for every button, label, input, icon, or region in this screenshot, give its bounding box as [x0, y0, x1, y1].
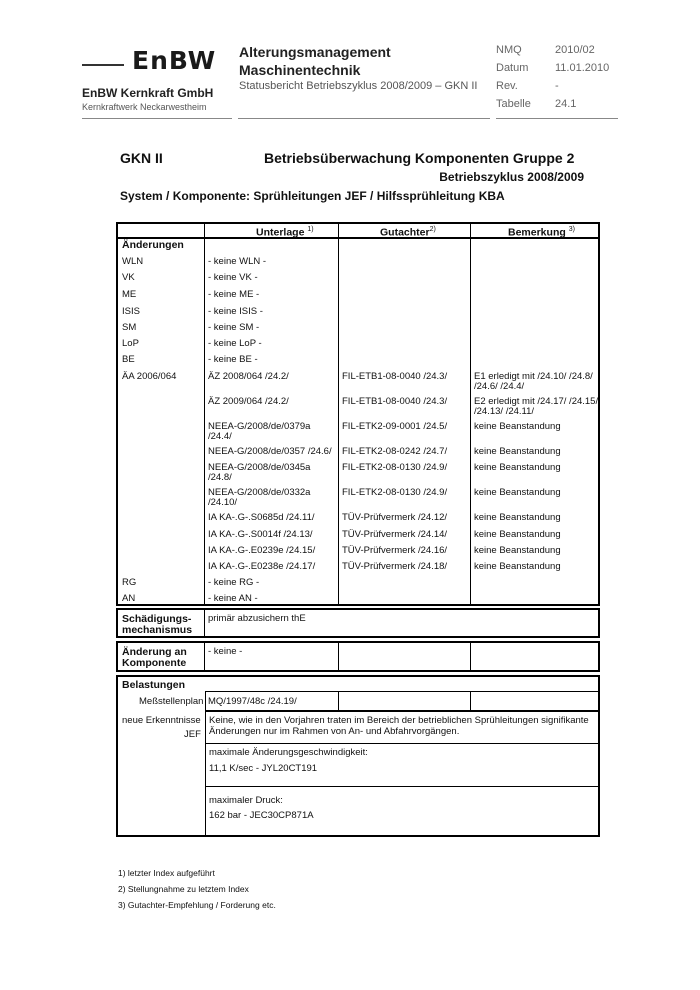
col-header-unterlage: Unterlage $^{1)}$ [256, 226, 314, 239]
meta-value-tabelle: 24.1 [555, 98, 577, 110]
aa-unterlage: NEEA-G/2008/de/0345a [208, 462, 311, 473]
aa-unterlage: IA KA-.G-.S0014f /24.13/ [208, 529, 313, 540]
col-divider-2 [338, 224, 339, 604]
enbw-logo: EnBW [132, 46, 217, 75]
new-findings-text-line1: Keine, wie in den Vorjahren traten im Bereich der betrieblichen Sprühleitungen signifikante [209, 715, 589, 726]
aa-bemerkung: keine Beanstandung [474, 545, 561, 556]
aa-unterlage: NEEA-G/2008/de/0357 /24.6/ [208, 446, 332, 457]
pressure-value: 162 bar - JEC30CP871A [209, 810, 314, 821]
damage-label-line1: Schädigungs- [122, 613, 192, 625]
row-label-aa: ÄA 2006/064 [122, 371, 177, 382]
aa-gutachter: FIL-ETB1-08-0040 /24.3/ [342, 396, 448, 407]
aa-bemerkung-cont: /24.6/ /24.4/ [474, 381, 525, 392]
aa-unterlage: IA KA-.G-.E0238e /24.17/ [208, 561, 316, 572]
row-value-me: - keine ME - [208, 289, 260, 300]
document-heading: Betriebsüberwachung Komponenten Gruppe 2 [264, 150, 575, 166]
col-header-gutachter: Gutachter$^{2)}$ [380, 226, 436, 239]
header-title-line1: Alterungsmanagement [239, 44, 391, 60]
company-name: EnBW Kernkraft GmbH [82, 86, 214, 100]
row-value-sm: - keine SM - [208, 322, 260, 333]
change-divider-1 [204, 643, 205, 670]
meta-value-rev: - [555, 80, 559, 92]
meta-value-datum: 11.01.2010 [555, 62, 610, 74]
col-divider-1 [204, 224, 205, 604]
aa-bemerkung: E1 erledigt mit /24.10/ /24.8/ [474, 371, 593, 382]
meta-label-rev: Rev. [496, 80, 518, 92]
aa-unterlage: ÄZ 2008/064 /24.2/ [208, 371, 289, 382]
row-value-be: - keine BE - [208, 354, 258, 365]
aa-unterlage: IA KA-.G-.E0239e /24.15/ [208, 545, 316, 556]
row-value-lop: - keine LoP - [208, 338, 262, 349]
messstellenplan-value: MQ/1997/48c /24.19/ [208, 696, 297, 707]
change-label-line2: Komponente [122, 657, 187, 669]
loads-title: Belastungen [122, 679, 186, 691]
footnote-3: 3) Gutachter-Empfehlung / Forderung etc. [118, 900, 276, 910]
new-findings-label: neue Erkenntnisse [122, 715, 201, 726]
messstellenplan-label: Meßstellenplan [139, 696, 204, 707]
plant-name: Kernkraftwerk Neckarwestheim [82, 102, 207, 112]
row-value-vk: - keine VK - [208, 272, 258, 283]
aa-gutachter: FIL-ETK2-09-0001 /24.5/ [342, 421, 448, 432]
damage-divider [204, 610, 205, 636]
change-value: - keine - [208, 646, 243, 657]
aa-gutachter: FIL-ETK2-08-0242 /24.7/ [342, 446, 448, 457]
change-divider-3 [470, 643, 471, 670]
row-label-sm: SM [122, 322, 137, 333]
aa-bemerkung: E2 erledigt mit /24.17/ /24.15/ [474, 396, 599, 407]
meta-value-nmq: 2010/02 [555, 44, 595, 56]
aa-gutachter: TÜV-Prüfvermerk /24.12/ [342, 512, 448, 523]
messstellenplan-bemerkung-cell [470, 691, 600, 711]
aa-unterlage-cont: /24.4/ [208, 431, 232, 442]
aa-bemerkung: keine Beanstandung [474, 421, 561, 432]
aa-gutachter: FIL-ETK2-08-0130 /24.9/ [342, 462, 448, 473]
aa-gutachter: TÜV-Prüfvermerk /24.14/ [342, 529, 448, 540]
rate-value: 11,1 K/sec - JYL20CT191 [209, 763, 318, 774]
meta-label-tabelle: Tabelle [496, 98, 531, 110]
header-rule-left [82, 118, 232, 119]
aa-unterlage: NEEA-G/2008/de/0332a [208, 487, 311, 498]
messstellenplan-gutachter-cell [338, 691, 471, 711]
footnote-2: 2) Stellungnahme zu letztem Index [118, 884, 249, 894]
row-label-vk: VK [122, 272, 135, 283]
row-label-be: BE [122, 354, 135, 365]
row-value-isis: - keine ISIS - [208, 306, 263, 317]
row-label-rg: RG [122, 577, 137, 588]
row-label-wln: WLN [122, 256, 144, 267]
change-label-line1: Änderung an [122, 646, 187, 658]
damage-mechanism-box [116, 608, 600, 638]
plant-code: GKN II [120, 150, 163, 166]
damage-label-line2: mechanismus [122, 624, 193, 636]
aa-gutachter: TÜV-Prüfvermerk /24.16/ [342, 545, 448, 556]
aa-gutachter: FIL-ETB1-08-0040 /24.3/ [342, 371, 448, 382]
logo-line [82, 64, 124, 66]
pressure-title: maximaler Druck: [209, 795, 283, 806]
changes-table [116, 222, 600, 606]
row-value-an: - keine AN - [208, 593, 258, 604]
system-component: System / Komponente: Sprühleitungen JEF / Hilfssprühleitung KBA [120, 189, 505, 203]
change-divider-2 [338, 643, 339, 670]
new-findings-system: JEF [184, 729, 201, 740]
col-header-bemerkung: Bemerkung $^{3)}$ [508, 226, 575, 239]
row-value-wln: - keine WLN - [208, 256, 267, 267]
aa-bemerkung: keine Beanstandung [474, 446, 561, 457]
aa-bemerkung: keine Beanstandung [474, 462, 561, 473]
rate-title: maximale Änderungsgeschwindigkeit: [209, 747, 368, 758]
aa-bemerkung-cont: /24.13/ /24.11/ [474, 406, 535, 417]
row-label-lop: LoP [122, 338, 139, 349]
aa-unterlage: NEEA-G/2008/de/0379a [208, 421, 311, 432]
operating-cycle: Betriebszyklus 2008/2009 [439, 170, 584, 184]
aa-unterlage-cont: /24.10/ [208, 497, 238, 508]
new-findings-text-line2: Änderungen nur im Rahmen von An- und Abfahrvorgängen. [209, 726, 460, 737]
footnote-1: 1) letzter Index aufgeführt [118, 868, 215, 878]
meta-label-nmq: NMQ [496, 44, 522, 56]
header-rule-right [496, 118, 618, 119]
aa-bemerkung: keine Beanstandung [474, 561, 561, 572]
aa-bemerkung: keine Beanstandung [474, 487, 561, 498]
aa-gutachter: FIL-ETK2-08-0130 /24.9/ [342, 487, 448, 498]
col-divider-3 [470, 224, 471, 604]
header-subtitle: Statusbericht Betriebszyklus 2008/2009 – GKN II [239, 80, 478, 92]
damage-value: primär abzusichern thE [208, 613, 306, 624]
component-change-box [116, 641, 600, 672]
header-title-line2: Maschinentechnik [239, 62, 361, 78]
aa-bemerkung: keine Beanstandung [474, 512, 561, 523]
aa-gutachter: TÜV-Prüfvermerk /24.18/ [342, 561, 448, 572]
aa-unterlage: ÄZ 2009/064 /24.2/ [208, 396, 289, 407]
row-label-isis: ISIS [122, 306, 140, 317]
meta-label-datum: Datum [496, 62, 529, 74]
aa-unterlage-cont: /24.8/ [208, 472, 232, 483]
row-label-me: ME [122, 289, 137, 300]
row-label-an: AN [122, 593, 136, 604]
section-title-changes: Änderungen [122, 239, 184, 251]
header-rule-middle [238, 118, 490, 119]
aa-unterlage: IA KA-.G-.S0685d /24.11/ [208, 512, 315, 523]
aa-bemerkung: keine Beanstandung [474, 529, 561, 540]
loads-box [116, 675, 600, 837]
row-value-rg: - keine RG - [208, 577, 260, 588]
